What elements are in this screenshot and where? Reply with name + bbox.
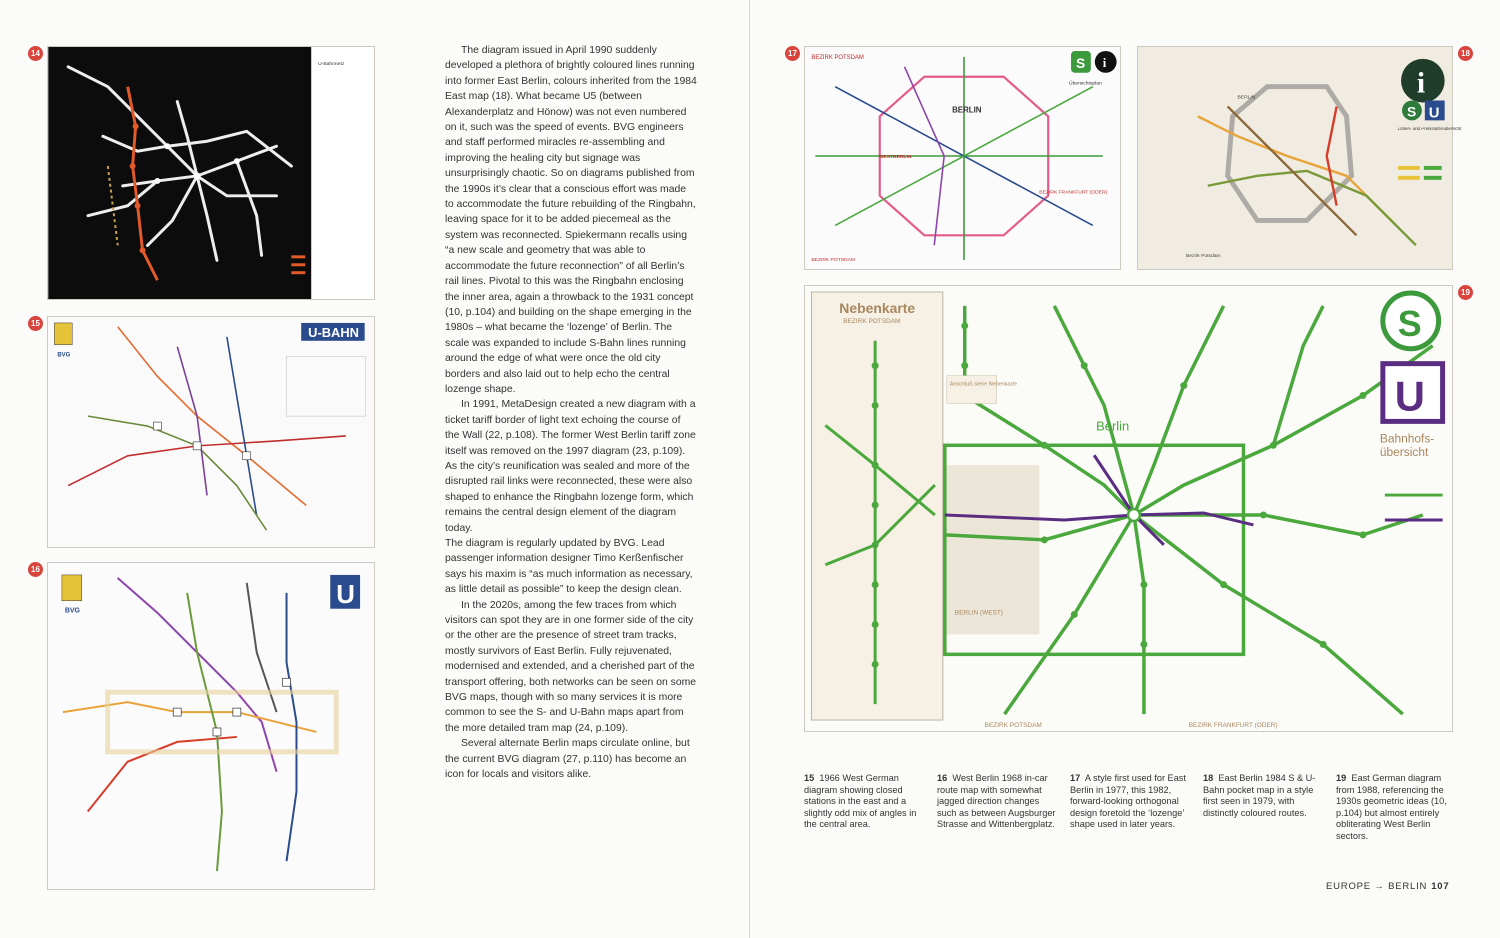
figure-19-map (804, 285, 1453, 732)
figure-17-header-left: BEZIRK POTSDAM (811, 54, 864, 61)
body-paragraph: The diagram is regularly updated by BVG. Lead passenger information designer Timo Kerßenfischer says his maxim is “as much information as necessary, as little detail as possible” to keep the design clean. (445, 538, 693, 596)
body-paragraph: The diagram issued in April 1990 suddenly developed a plethora of brightly coloured lines running into former East Berlin, colours inherited from the 1984 East map (18). What became U5 (between Alexanderplatz and Hönow) was not even numbered on it, such was the speed of events. BVG engineers and staff performed miracles re-assembling and improving the healing city but signage was unsurprisingly chaotic. So on diagrams published from the 1990s it’s clear that a conscious effort was made to accommodate the future rebuilding of the Ringbahn, leaving space for it to be added piecemeal as the system was reconnected. Spiekermann recalls using “a new scale and geometry that was able to accommodate the future reconnection” of all Berlin’s rail lines. Pivotal to this was the Ringbahn enclosing the inner area, again a throwback to the 1931 concept (10, p.104) and building on the shape emerging in the 1980s – what became the ‘lozenge’ of Berlin. The scale was expanded to include S-Bahn lines running around the edge of what were once the old city borders and also laid out to help echo the central lozenge shape. (445, 45, 697, 395)
figure-17-network (805, 47, 1120, 269)
caption-number: 18 (1203, 773, 1214, 783)
caption-16 (937, 773, 1059, 831)
figure-18-network (1138, 47, 1462, 269)
caption-15 (804, 773, 926, 831)
figure-19-network (805, 286, 1452, 731)
figure-19-bahnhofs-line2: übersicht (1379, 445, 1429, 460)
figure-18-map (1137, 46, 1462, 270)
caption-text: West Berlin 1968 in-car route map with somewhat jagged direction changes such as between Augsburger Strasse and Wittenbergplatz. (937, 773, 1056, 830)
figure-19-nebenkarte-title: Nebenkarte (839, 299, 916, 316)
caption-number: 16 (937, 773, 948, 783)
figure-17-right-bottom: BEZIRK FRANKFURT (ODER) (1039, 190, 1108, 196)
caption-number: 19 (1336, 773, 1347, 783)
figure-15-network (48, 317, 374, 547)
figure-16-map (47, 562, 375, 890)
figure-14-header: U-Bahnnetz (318, 61, 345, 67)
body-paragraph: In the 2020s, among the few traces from which visitors can spot they are in one former side of the city or the other are the presence of street tram tracks, mostly survivors of East Berlin. Fully rejuvenated, modernised and extended, and a cherished part of the transport offering, both networks can be seen on some BVG maps, though with so many services it is more common to see the S- and U-Bahn maps apart from the more detailed tram map (24, p.109). (445, 599, 697, 734)
caption-text: East German diagram from 1988, referencing the 1930s geometric ideas (10, p.104) but almost entirely obliterating West Berlin sectors. (1336, 773, 1447, 841)
figure-19-bottom-right: BEZIRK FRANKFURT (ODER) (1188, 722, 1278, 730)
caption-17 (1070, 773, 1192, 831)
figure-19-anschluss-note: Anschluß siehe Nebenkarte (949, 381, 1017, 388)
caption-text: East Berlin 1984 S & U-Bahn pocket map in a style first seen in 1979, with distinctly coloured routes. (1203, 773, 1316, 818)
caption-19 (1336, 773, 1458, 843)
figure-16-logo-text: BVG (64, 607, 80, 615)
caption-text: 1966 West German diagram showing closed stations in the east and a slightly odd mix of angles in the central area. (804, 773, 917, 830)
figure-15-logo-text: BVG (57, 352, 71, 359)
caption-text: A style first used for East Berlin in 1977, this 1982, forward-looking orthogonal design foretold the ‘lozenge’ shape used in later years. (1070, 773, 1186, 830)
figure-15-header: U-BAHN (308, 324, 359, 340)
svg-text:S: S (1075, 54, 1086, 71)
figure-19-bottom-left: BEZIRK POTSDAM (984, 722, 1042, 730)
figure-16-network (48, 563, 374, 889)
figure-number-16: 16 (28, 562, 43, 577)
body-paragraph: Several alternate Berlin maps circulate online, but the current BVG diagram (27, p.110) has become an icon for locals and visitors alike. (445, 738, 690, 781)
figure-17-west-label: WESTBERLIN (878, 155, 912, 160)
figure-18-right-label: Linien- und Preisstufenübersicht (1398, 126, 1462, 132)
svg-text:i: i (1102, 55, 1107, 70)
figure-17-map (804, 46, 1121, 270)
figure-19-center-label: Berlin (1096, 418, 1130, 434)
svg-text:U: U (1428, 105, 1440, 122)
figure-19-bahnhofs-line1: Bahnhofs- (1379, 431, 1435, 446)
page-folio (1326, 881, 1449, 892)
caption-18 (1203, 773, 1325, 819)
svg-text:S: S (1397, 303, 1422, 344)
page-gutter (749, 0, 750, 938)
figure-number-15: 15 (28, 316, 43, 331)
figure-number-19: 19 (1458, 285, 1473, 300)
svg-text:S: S (1406, 103, 1417, 120)
page-number: 107 (1431, 881, 1450, 892)
figure-number-14: 14 (28, 46, 43, 61)
body-text-column (445, 43, 697, 783)
folio-section: EUROPE → BERLIN (1326, 881, 1428, 892)
caption-number: 17 (1070, 773, 1081, 783)
figure-16-header: U (336, 580, 355, 609)
figure-19-nebenkarte-subtitle: BEZIRK POTSDAM (843, 317, 901, 325)
figure-number-18: 18 (1458, 46, 1473, 61)
caption-number: 15 (804, 773, 815, 783)
svg-text:U: U (1394, 372, 1425, 420)
figure-19-west-label: BERLIN (WEST) (954, 609, 1003, 617)
figure-18-bottom-left: Bezirk Potsdam (1185, 254, 1221, 260)
figure-17-center-label: BERLIN (952, 105, 982, 115)
figure-17-right-label: Übersichtsplan (1069, 81, 1102, 87)
figure-17-bottom-left: BEZIRK POTSDAM (811, 258, 855, 264)
figure-14-network (48, 47, 374, 299)
figure-number-17: 17 (785, 46, 800, 61)
svg-text:i: i (1416, 67, 1426, 100)
figure-18-center-label: BERLIN (1237, 95, 1256, 101)
figure-14-map (47, 46, 375, 300)
body-paragraph: In 1991, MetaDesign created a new diagram with a ticket tariff border of light text echoing the course of the Wall (22, p.108). The former West Berlin tariff zone itself was removed on the 1997 diagram (23, p.109). As the city’s reunification was sealed and more of the disrupted rail links were reconnected, these were also shaped to enhance the Ringbahn lozenge form, which remains the central design element of the diagram today. (445, 399, 696, 534)
figure-15-map (47, 316, 375, 548)
